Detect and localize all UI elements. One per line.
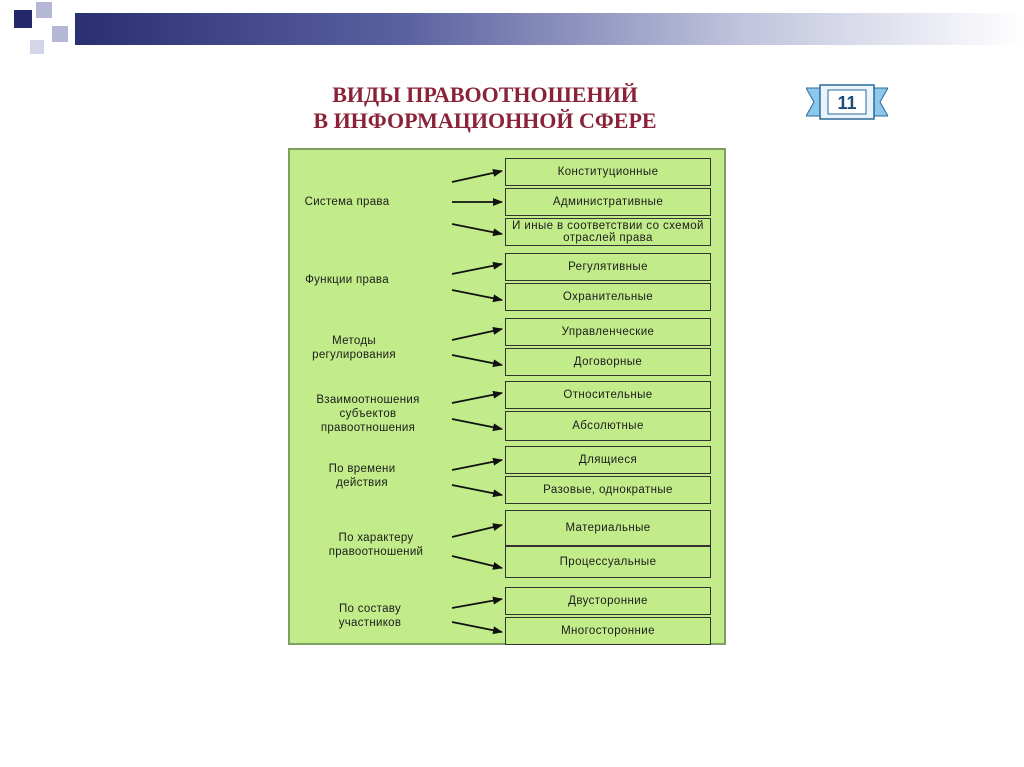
arrow-icon <box>452 224 502 234</box>
arrow-icon <box>452 393 502 403</box>
title-line-1: ВИДЫ ПРАВООТНОШЕНИЙ <box>332 82 638 107</box>
group-label-functions: Функции права <box>305 274 389 286</box>
arrow-icon <box>452 171 502 182</box>
item-box-procedural: Процессуальные <box>505 546 711 578</box>
arrow-icon <box>452 460 502 470</box>
item-box-material: Материальные <box>505 510 711 546</box>
group-label-time: По времени действия <box>328 463 396 489</box>
arrow-icon <box>452 329 502 340</box>
item-box-administrative: Административные <box>505 188 711 216</box>
arrow-icon <box>452 485 502 495</box>
arrow-icon <box>452 525 502 537</box>
item-box-protective: Охранительные <box>505 283 711 311</box>
arrow-icon <box>452 264 502 274</box>
title-line-2: В ИНФОРМАЦИОННОЙ СФЕРЕ <box>313 108 657 133</box>
group-label-participants: По составу участников <box>338 603 402 629</box>
group-label-system: Система права <box>304 196 390 208</box>
arrow-icon <box>452 290 502 300</box>
item-box-contractual: Договорные <box>505 348 711 376</box>
group-label-relations: Взаимоотношения субъектов правоотношения <box>316 394 420 434</box>
group-label-methods: Методы регулирования <box>312 335 396 361</box>
arrow-icon <box>452 355 502 365</box>
item-box-regulative: Регулятивные <box>505 253 711 281</box>
arrow-icon <box>452 419 502 429</box>
item-box-one-time: Разовые, однократные <box>505 476 711 504</box>
arrow-icon <box>452 556 502 568</box>
item-box-managerial: Управленческие <box>505 318 711 346</box>
slide-number: 11 <box>837 93 857 113</box>
item-box-relative: Относительные <box>505 381 711 409</box>
group-label-character: По характеру правоотношений <box>328 532 424 558</box>
item-box-continuing: Длящиеся <box>505 446 711 474</box>
item-box-bilateral: Двусторонние <box>505 587 711 615</box>
arrow-icon <box>452 622 502 632</box>
item-box-absolute: Абсолютные <box>505 411 711 441</box>
item-box-multilateral: Многосторонние <box>505 617 711 645</box>
arrow-icon <box>452 599 502 608</box>
item-box-constitutional: Конституционные <box>505 158 711 186</box>
item-box-other-branches: И иные в соответствии со схемой отраслей права <box>505 218 711 246</box>
